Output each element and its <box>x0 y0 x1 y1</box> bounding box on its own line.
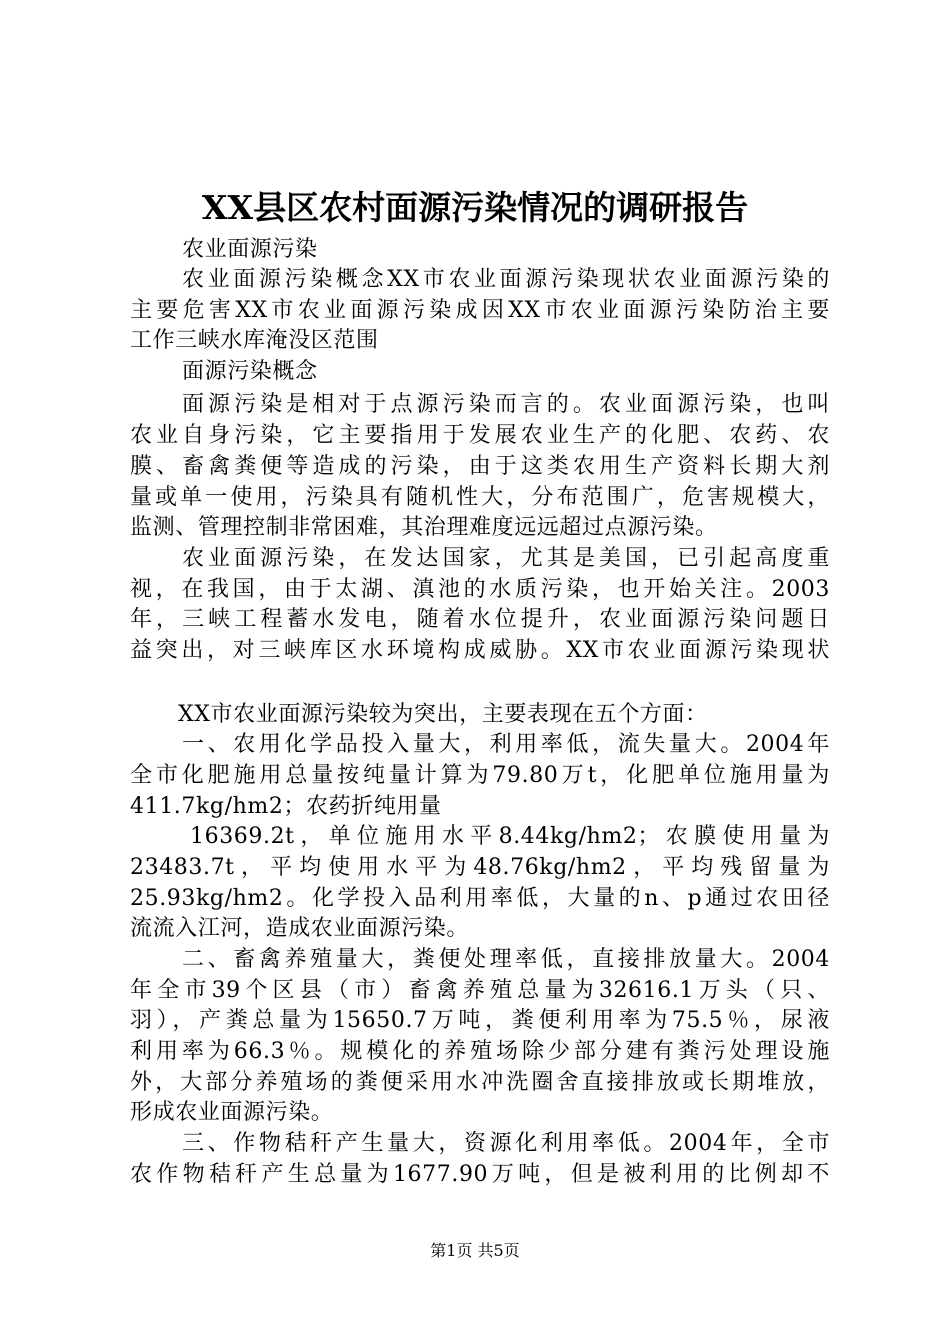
paragraph-line: 411.7kg/hm2；农药折纯用量 <box>130 794 442 819</box>
paragraph-line: 农业面源污染 <box>182 237 318 262</box>
paragraph-line: 主要危害XX市农业面源污染成因XX市农业面源污染防治主要 <box>130 298 830 323</box>
paragraph-line: 年全市39个区县（市）畜禽养殖总量为32616.1万头（只、 <box>130 978 830 1003</box>
paragraph-line: 年，三峡工程蓄水发电，随着水位提升，农业面源污染问题日 <box>130 607 830 632</box>
document-title: XX县区农村面源污染情况的调研报告 <box>201 188 749 227</box>
page-number: 第1页 共5页 <box>430 1241 520 1260</box>
paragraph-line: 23483.7t，平均使用水平为48.76kg/hm2，平均残留量为 <box>130 855 830 880</box>
paragraph-line: 利用率为66.3％。规模化的养殖场除少部分建有粪污处理设施 <box>130 1039 830 1064</box>
paragraph-line: 16369.2t，单位施用水平8.44kg/hm2；农膜使用量为 <box>190 824 830 849</box>
paragraph-line: 农业面源污染，在发达国家，尤其是美国，已引起高度重 <box>182 546 830 571</box>
paragraph-line: XX市农业面源污染较为突出，主要表现在五个方面： <box>178 702 708 727</box>
paragraph-line: 25.93kg/hm2。化学投入品利用率低，大量的n、p通过农田径 <box>130 886 830 911</box>
paragraph-line: 流流入江河，造成农业面源污染。 <box>130 916 470 941</box>
paragraph-line: 面源污染概念 <box>182 359 318 384</box>
paragraph-line: 农作物秸秆产生总量为1677.90万吨，但是被利用的比例却不 <box>130 1162 830 1187</box>
paragraph-line: 视，在我国，由于太湖、滇池的水质污染，也开始关注。2003 <box>130 577 830 602</box>
paragraph-line: 农业自身污染，它主要指用于发展农业生产的化肥、农药、农 <box>130 423 830 448</box>
paragraph-line: 一、农用化学品投入量大，利用率低，流失量大。2004年 <box>182 732 830 757</box>
paragraph-line: 外，大部分养殖场的粪便采用水冲洗圈舍直接排放或长期堆放， <box>130 1070 830 1095</box>
paragraph-line: 农业面源污染概念XX市农业面源污染现状农业面源污染的 <box>182 267 830 292</box>
paragraph-line: 膜、畜禽粪便等造成的污染，由于这类农用生产资料长期大剂 <box>130 454 830 479</box>
paragraph-line: 面源污染是相对于点源污染而言的。农业面源污染，也叫 <box>182 392 830 417</box>
paragraph-line: 形成农业面源污染。 <box>130 1100 334 1125</box>
paragraph-line: 二、畜禽养殖量大，粪便处理率低，直接排放量大。2004 <box>182 947 830 972</box>
paragraph-line: 全市化肥施用总量按纯量计算为79.80万t，化肥单位施用量为 <box>130 763 830 788</box>
paragraph-line: 工作三峡水库淹没区范围 <box>130 328 379 353</box>
paragraph-line: 监测、管理控制非常困难，其治理难度远远超过点源污染。 <box>130 515 718 540</box>
paragraph-line: 量或单一使用，污染具有随机性大，分布范围广，危害规模大， <box>130 485 830 510</box>
paragraph-line: 益突出，对三峡库区水环境构成威胁。XX市农业面源污染现状 <box>130 638 830 663</box>
paragraph-line: 三、作物秸秆产生量大，资源化利用率低。2004年，全市 <box>182 1131 830 1156</box>
paragraph-line: 羽），产粪总量为15650.7万吨，粪便利用率为75.5％，尿液 <box>130 1008 830 1033</box>
